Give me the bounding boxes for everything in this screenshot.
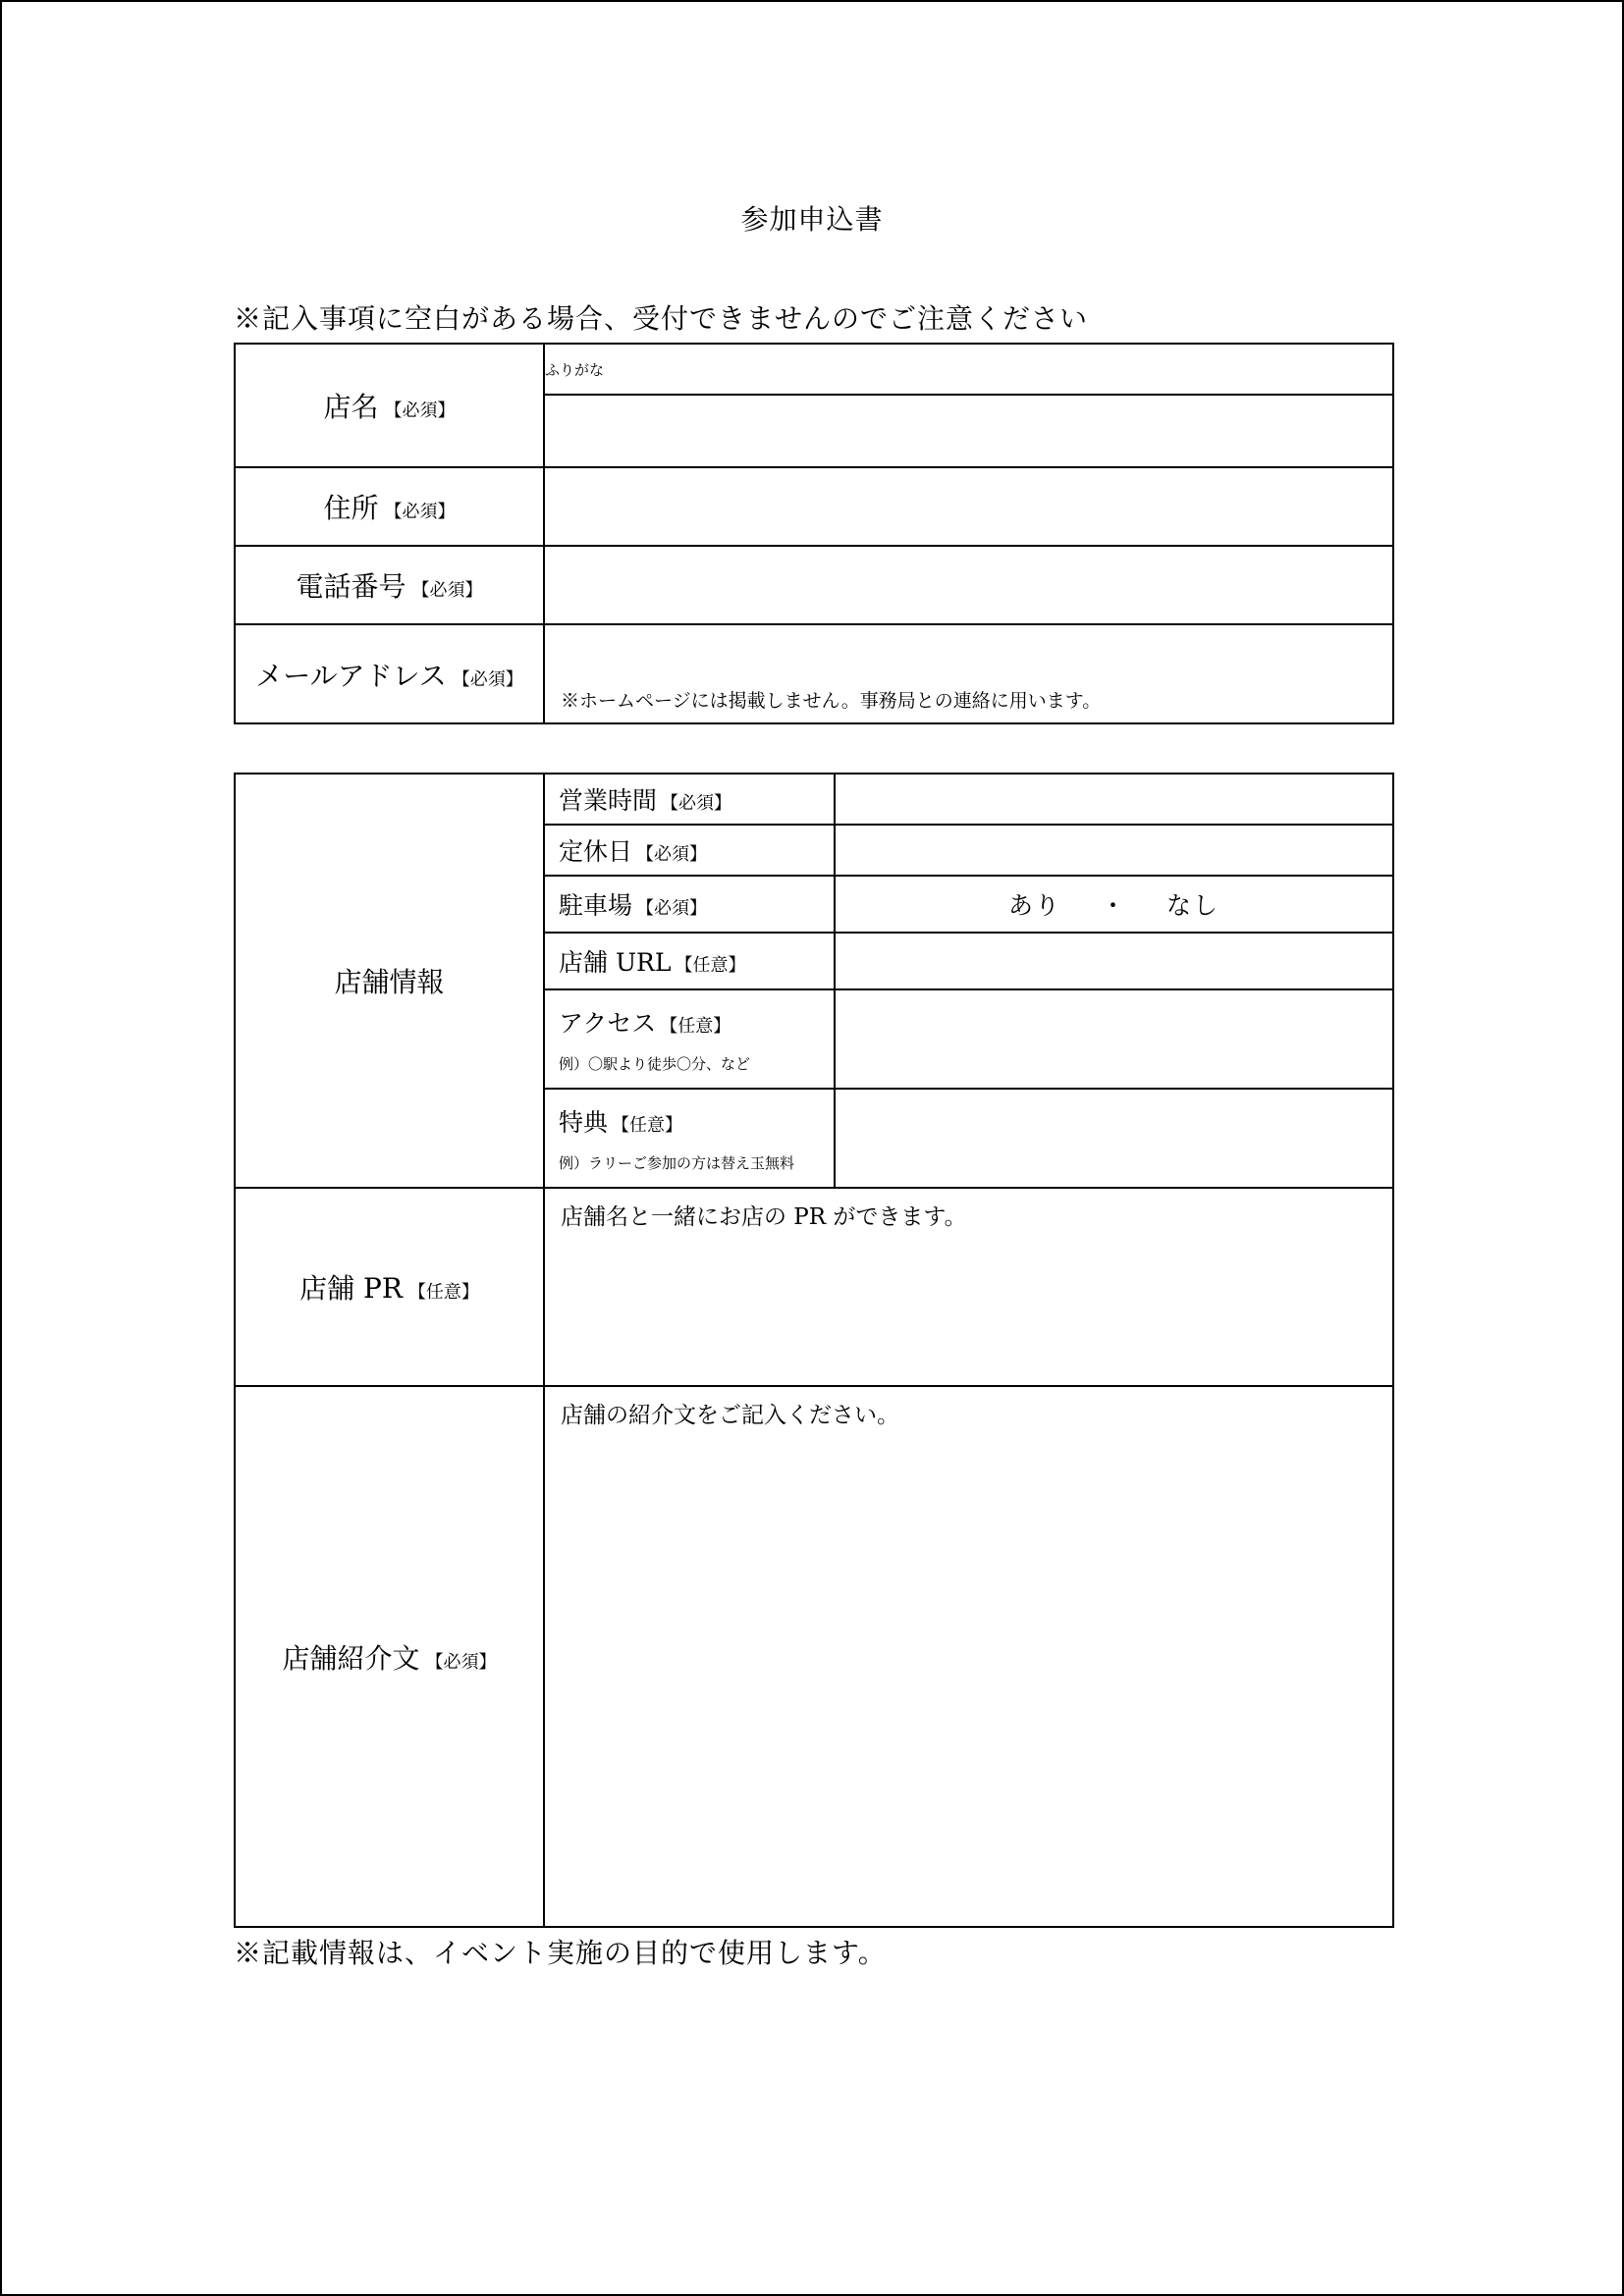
hours-label: 営業時間 【必須】 (544, 774, 835, 825)
furigana-field[interactable] (544, 344, 1393, 395)
page-title: 参加申込書 (740, 203, 884, 236)
address-field[interactable] (544, 467, 1393, 546)
parking-choice (835, 876, 1393, 933)
access-field[interactable] (835, 989, 1393, 1089)
email-note: ※ホームページには掲載しません。事務局との連絡に用います。 (561, 690, 1102, 712)
address-label: 住所 【必須】 (235, 467, 544, 546)
perk-example: 例）ラリーご参加の方は替え玉無料 (559, 1154, 795, 1172)
pr-label: 店舗 PR 【任意】 (235, 1188, 544, 1386)
fill-notice: ※記入事項に空白がある場合、受付できませんのでご注意ください (234, 302, 1089, 335)
furigana-label: ふりがな (545, 360, 605, 379)
phone-label: 電話番号 【必須】 (235, 546, 544, 624)
url-field[interactable] (835, 933, 1393, 989)
pr-field[interactable] (544, 1188, 1393, 1386)
perk-label: 特典 【任意】 例）ラリーご参加の方は替え玉無料 (544, 1089, 835, 1188)
holiday-label: 定休日 【必須】 (544, 825, 835, 876)
intro-hint: 店舗の紹介文をご記入ください。 (561, 1403, 899, 1428)
email-field[interactable] (544, 624, 1393, 723)
access-label: アクセス 【任意】 例）〇駅より徒歩〇分、など (544, 989, 835, 1089)
perk-field[interactable] (835, 1089, 1393, 1188)
intro-label: 店舗紹介文 【必須】 (235, 1386, 544, 1927)
shop-name-label: 店名 【必須】 (235, 344, 544, 467)
access-example: 例）〇駅より徒歩〇分、など (559, 1055, 751, 1073)
url-label: 店舗 URL 【任意】 (544, 933, 835, 989)
intro-field[interactable] (544, 1386, 1393, 1927)
holiday-field[interactable] (835, 825, 1393, 876)
parking-label: 駐車場 【必須】 (544, 876, 835, 933)
shop-info-label: 店舗情報 (235, 774, 544, 1188)
pr-hint: 店舗名と一緒にお店の PR ができます。 (561, 1204, 967, 1230)
parking-separator: ・ (1100, 891, 1127, 920)
shop-info-table (234, 773, 1394, 1928)
email-label: メールアドレス 【必須】 (235, 624, 544, 723)
parking-yes-option[interactable]: あり (1007, 891, 1061, 920)
parking-no-option[interactable]: なし (1166, 891, 1220, 920)
contact-table (234, 343, 1394, 724)
usage-footnote: ※記載情報は、イベント実施の目的で使用します。 (234, 1937, 887, 1969)
phone-field[interactable] (544, 546, 1393, 624)
shop-name-field[interactable] (544, 395, 1393, 467)
hours-field[interactable] (835, 774, 1393, 825)
